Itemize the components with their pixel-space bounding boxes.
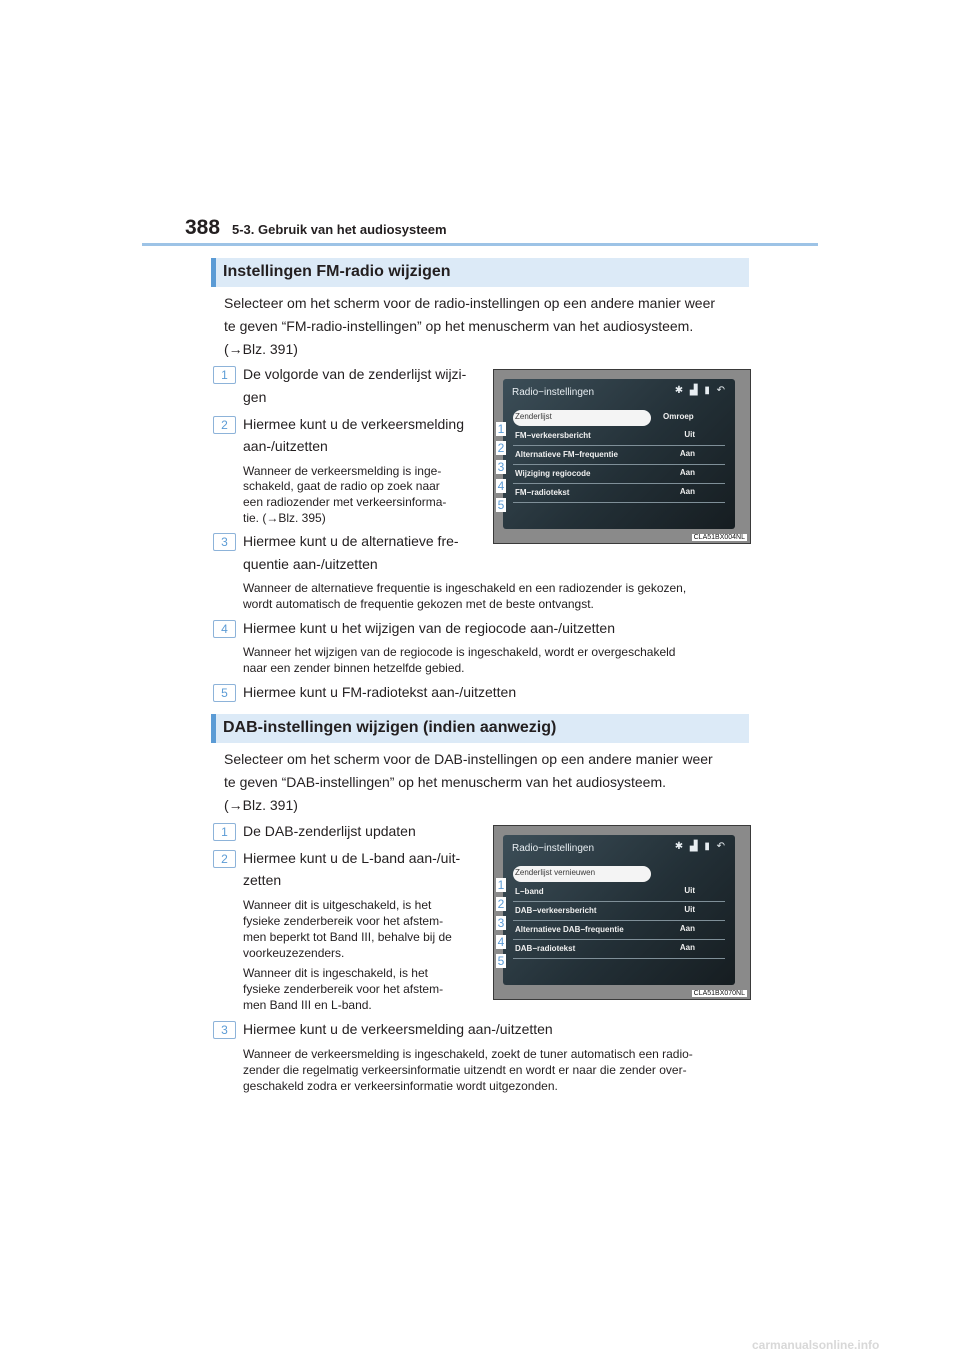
- dab-intro-line3: (→Blz. 391): [224, 797, 298, 813]
- callout-number: 4: [497, 935, 505, 949]
- screen-title: Radio−instellingen: [512, 387, 595, 398]
- display-screen: [503, 379, 735, 529]
- display-screen: [503, 835, 735, 985]
- status-icons: ✱ ▟ ▮ ↶: [674, 385, 727, 396]
- dab-item-text: Hiermee kunt u de L-band aan-/uit-: [243, 850, 461, 866]
- dab-item-text: De DAB-zenderlijst updaten: [243, 823, 416, 839]
- dab-section-heading: [211, 714, 749, 743]
- screen-row-value: Uit: [684, 430, 695, 439]
- fm-item-text: De volgorde van de zenderlijst wijzi-: [243, 366, 467, 382]
- heading-accent: [211, 714, 216, 743]
- callout-number: 2: [497, 897, 505, 911]
- fm-item-text: Hiermee kunt u de alternatieve fre-: [243, 533, 459, 549]
- screen-row: [513, 486, 725, 503]
- status-icons: ✱ ▟ ▮ ↶: [674, 841, 727, 852]
- dab-item-text: zetten: [243, 872, 282, 888]
- screen-row-value: Aan: [679, 449, 695, 458]
- dab-item-number: 1: [213, 823, 236, 841]
- dab-intro-line1: Selecteer om het scherm voor de DAB-instellingen op een andere manier weer: [224, 751, 713, 767]
- fm-item-note: tie. (→Blz. 395): [243, 511, 326, 525]
- dab-item-note: Wanneer dit is uitgeschakeld, is het: [243, 898, 432, 912]
- fm-section-heading: [211, 258, 749, 287]
- heading-accent: [211, 258, 216, 287]
- screen-row-value: Uit: [684, 886, 695, 895]
- header-rule: [142, 243, 818, 246]
- fm-item-note: Wanneer de verkeersmelding is inge-: [243, 464, 442, 478]
- callout-number: 2: [497, 441, 505, 455]
- screen-row-value: Omroep: [663, 412, 694, 421]
- fm-item-number: 3: [213, 533, 236, 551]
- fm-item-text: quentie aan-/uitzetten: [243, 556, 378, 572]
- screen-row-label: FM−verkeersbericht: [515, 431, 591, 440]
- dab-settings-screenshot: [493, 825, 751, 1000]
- screen-row-label: DAB−radiotekst: [515, 944, 576, 953]
- screen-row: [513, 410, 651, 426]
- fm-intro-line2: te geven “FM-radio-instellingen” op het menuscherm van het audiosysteem.: [224, 318, 694, 334]
- callout-number: 3: [497, 460, 505, 474]
- chapter-title: 5-3. Gebruik van het audiosysteem: [232, 222, 447, 237]
- screen-row-label: Alternatieve FM−frequentie: [515, 450, 618, 459]
- fm-item-text: aan-/uitzetten: [243, 438, 328, 454]
- screen-row-value: Aan: [679, 924, 695, 933]
- screen-row: [513, 866, 651, 882]
- screen-row-value: Aan: [679, 487, 695, 496]
- page-number: 388: [185, 216, 221, 239]
- fm-item-text: Hiermee kunt u het wijzigen van de regiocode aan-/uitzetten: [243, 620, 615, 636]
- dab-item-note: Wanneer dit is ingeschakeld, is het: [243, 966, 428, 980]
- dab-section-title: DAB-instellingen wijzigen (indien aanwezig): [223, 719, 557, 736]
- screen-row-value: Aan: [679, 468, 695, 477]
- dab-item-note: zender die regelmatig verkeersinformatie uitzendt en wordt er naar die zender over-: [243, 1063, 687, 1077]
- fm-intro-line1: Selecteer om het scherm voor de radio-instellingen op een andere manier weer: [224, 295, 716, 311]
- fm-section-title: Instellingen FM-radio wijzigen: [223, 263, 451, 280]
- callout-number: 1: [497, 422, 505, 436]
- callout-number: 5: [497, 954, 505, 968]
- dab-item-note: fysieke zenderbereik voor het afstem-: [243, 982, 444, 996]
- watermark-text: carmanualsonline.info: [752, 1338, 880, 1352]
- dab-item-note: geschakeld zodra er verkeersinformatie wordt uitgezonden.: [243, 1079, 558, 1093]
- fm-item-number: 5: [213, 684, 236, 702]
- screen-row-label: L−band: [515, 887, 544, 896]
- screen-row-value: Uit: [684, 905, 695, 914]
- callout-number: 5: [497, 498, 505, 512]
- callout-number: 3: [497, 916, 505, 930]
- screen-row-label: Wijziging regiocode: [515, 469, 591, 478]
- screen-row: [513, 429, 725, 446]
- fm-item-note: wordt automatisch de frequentie gekozen met de beste ontvangst.: [243, 597, 594, 611]
- callout-number: 4: [497, 479, 505, 493]
- screen-row-label: Zenderlijst vernieuwen: [515, 868, 596, 877]
- screen-row: [513, 467, 725, 484]
- screen-title: Radio−instellingen: [512, 843, 595, 854]
- screen-row: [513, 942, 725, 959]
- fm-item-text: Hiermee kunt u FM-radiotekst aan-/uitzetten: [243, 684, 517, 700]
- fm-item-number: 1: [213, 366, 236, 384]
- screen-row-label: Zenderlijst: [515, 412, 552, 421]
- fm-item-text: Hiermee kunt u de verkeersmelding: [243, 416, 464, 432]
- fm-item-note: Wanneer de alternatieve frequentie is ingeschakeld en een radiozender is gekozen,: [243, 581, 687, 595]
- fm-item-note: schakeld, gaat de radio op zoek naar: [243, 479, 440, 493]
- fm-item-number: 4: [213, 620, 236, 638]
- dab-item-note: men Band III en L-band.: [243, 998, 372, 1012]
- dab-item-text: Hiermee kunt u de verkeersmelding aan-/uitzetten: [243, 1021, 553, 1037]
- screen-row: [513, 923, 725, 940]
- dab-item-note: Wanneer de verkeersmelding is ingeschakeld, zoekt de tuner automatisch een radio-: [243, 1047, 693, 1061]
- fm-item-note: Wanneer het wijzigen van de regiocode is ingeschakeld, wordt er overgeschakeld: [243, 645, 676, 659]
- callout-number: 1: [497, 878, 505, 892]
- fm-item-note: naar een zender binnen hetzelfde gebied.: [243, 661, 465, 675]
- dab-item-number: 3: [213, 1021, 236, 1039]
- screen-row: [513, 448, 725, 465]
- screen-row: [513, 885, 725, 902]
- dab-item-note: fysieke zenderbereik voor het afstem-: [243, 914, 444, 928]
- fm-intro-line3: (→Blz. 391): [224, 341, 298, 357]
- fm-item-note: een radiozender met verkeersinforma-: [243, 495, 447, 509]
- screen-row-label: DAB−verkeersbericht: [515, 906, 597, 915]
- dab-item-note: men beperkt tot Band III, behalve bij de: [243, 930, 452, 944]
- screen-row: [513, 904, 725, 921]
- screen-row-label: FM−radiotekst: [515, 488, 570, 497]
- fm-item-text: gen: [243, 389, 267, 405]
- dab-item-note: voorkeuzezenders.: [243, 946, 345, 960]
- fm-item-number: 2: [213, 416, 236, 434]
- dab-item-number: 2: [213, 850, 236, 868]
- fm-settings-screenshot: [493, 369, 751, 544]
- image-code: CLA51BX070NL: [693, 990, 745, 997]
- dab-intro-line2: te geven “DAB-instellingen” op het menuscherm van het audiosysteem.: [224, 774, 667, 790]
- screen-row-value: Aan: [679, 943, 695, 952]
- screen-row-label: Alternatieve DAB−frequentie: [515, 925, 624, 934]
- image-code: CLA51BX004NL: [693, 534, 745, 541]
